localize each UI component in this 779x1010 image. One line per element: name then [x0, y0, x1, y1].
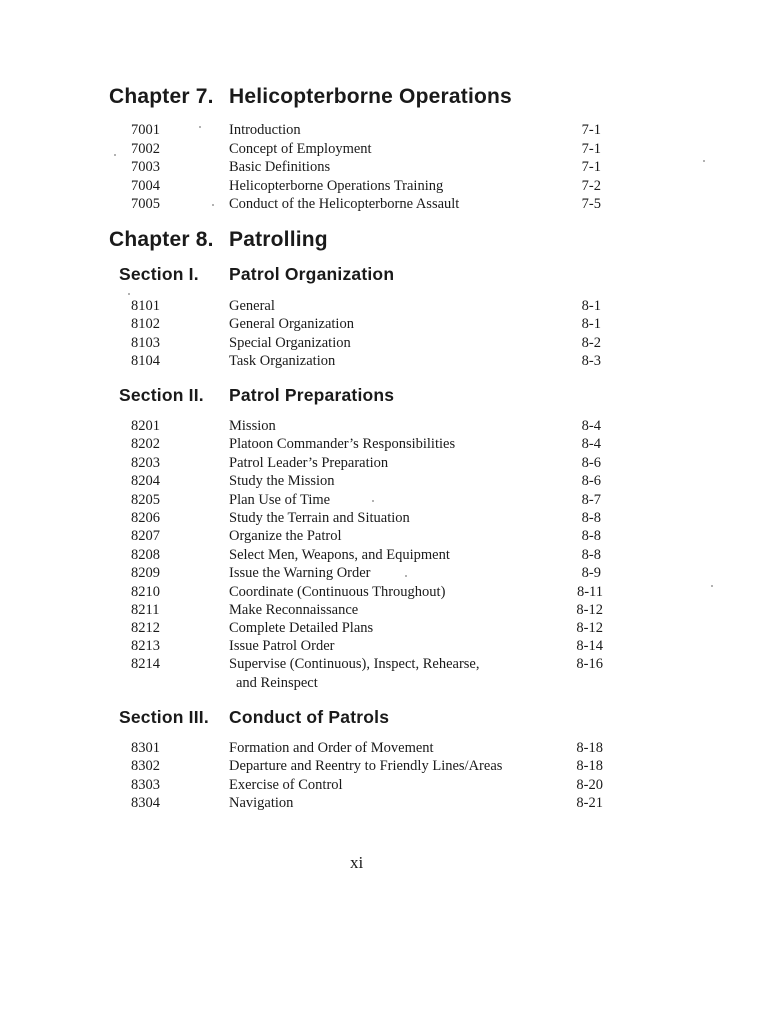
entry-title: Formation and Order of Movement	[229, 740, 434, 756]
paragraph-number: 8209	[131, 565, 160, 581]
toc-entry	[0, 315, 779, 334]
section-1-label: Section I.	[119, 264, 199, 284]
page-reference: 8-6	[581, 473, 601, 489]
paragraph-number: 8204	[131, 473, 160, 489]
toc-entry	[0, 794, 779, 813]
page-reference: 8-11	[576, 584, 603, 600]
toc-entry	[0, 564, 779, 583]
entry-title: Select Men, Weapons, and Equipment	[229, 547, 450, 563]
entry-title: Task Organization	[229, 353, 336, 369]
page-reference: 7-1	[581, 159, 601, 175]
paragraph-number: 8303	[131, 777, 160, 793]
toc-entry	[0, 546, 779, 565]
toc-entry	[0, 776, 779, 795]
page-reference: 8-12	[576, 620, 603, 636]
paragraph-number: 8202	[131, 436, 160, 452]
entry-title: Issue Patrol Order	[229, 638, 335, 654]
scan-speck	[114, 154, 116, 156]
paragraph-number: 8208	[131, 547, 160, 563]
page-reference: 8-4	[581, 436, 601, 452]
paragraph-number: 8301	[131, 740, 160, 756]
paragraph-number: 8302	[131, 758, 160, 774]
toc-entry	[0, 195, 779, 214]
entry-title: Study the Terrain and Situation	[229, 510, 410, 526]
toc-entry	[0, 435, 779, 454]
page-reference: 8-4	[581, 418, 601, 434]
paragraph-number: 7003	[131, 159, 160, 175]
page-reference: 8-18	[576, 758, 603, 774]
entry-title-line-1: Supervise (Continuous), Inspect, Rehearse,	[229, 656, 480, 672]
chapter-7-label: Chapter 7.	[109, 85, 214, 108]
scan-speck	[212, 204, 214, 206]
paragraph-number: 8206	[131, 510, 160, 526]
section-2-label: Section II.	[119, 385, 204, 405]
paragraph-number: 7001	[131, 122, 160, 138]
entry-title: Issue the Warning Order	[229, 565, 371, 581]
paragraph-number: 8102	[131, 316, 160, 332]
page-reference: 8-7	[581, 492, 601, 508]
toc-entry	[0, 177, 779, 196]
section-1-title: Patrol Organization	[229, 264, 395, 284]
entry-title: Platoon Commander’s Responsibilities	[229, 436, 456, 452]
toc-entry	[0, 739, 779, 758]
entry-title: General	[229, 298, 275, 314]
paragraph-number: 8103	[131, 335, 160, 351]
entry-title: General Organization	[229, 316, 354, 332]
scan-speck	[128, 293, 130, 295]
toc-entry	[0, 140, 779, 159]
toc-entry	[0, 297, 779, 316]
paragraph-number: 8212	[131, 620, 160, 636]
entry-title: Special Organization	[229, 335, 351, 351]
page-reference: 8-8	[581, 510, 601, 526]
paragraph-number: 8205	[131, 492, 160, 508]
toc-entry	[0, 527, 779, 546]
entry-title-line-2: and Reinspect	[236, 675, 318, 691]
chapter-8-label: Chapter 8.	[109, 228, 214, 251]
entry-title: Organize the Patrol	[229, 528, 342, 544]
section-2-title: Patrol Preparations	[229, 385, 395, 405]
page-reference: 7-1	[581, 122, 601, 138]
paragraph-number: 7004	[131, 178, 160, 194]
section-3-title: Conduct of Patrols	[229, 707, 390, 727]
toc-entry	[0, 619, 779, 638]
paragraph-number: 8304	[131, 795, 160, 811]
paragraph-number: 7005	[131, 196, 160, 212]
page-reference: 8-1	[581, 316, 601, 332]
page-reference: 8-20	[576, 777, 603, 793]
toc-entry	[0, 601, 779, 620]
toc-entry	[0, 417, 779, 436]
page-reference: 8-3	[581, 353, 601, 369]
page-reference: 8-9	[581, 565, 601, 581]
entry-title: Coordinate (Continuous Throughout)	[229, 584, 446, 600]
paragraph-number: 8104	[131, 353, 160, 369]
page-reference: 8-14	[576, 638, 603, 654]
scan-speck	[405, 575, 407, 577]
entry-title: Make Reconnaissance	[229, 602, 359, 618]
entry-title: Mission	[229, 418, 276, 434]
page-reference: 8-6	[581, 455, 601, 471]
section-3-label: Section III.	[119, 707, 209, 727]
entry-title: Plan Use of Time	[229, 492, 331, 508]
toc-entry	[0, 757, 779, 776]
toc-entry	[0, 158, 779, 177]
scan-speck	[711, 585, 713, 587]
entry-title: Basic Definitions	[229, 159, 331, 175]
entry-title: Exercise of Control	[229, 777, 343, 793]
scan-speck	[199, 126, 201, 128]
toc-entry	[0, 472, 779, 491]
paragraph-number: 8207	[131, 528, 160, 544]
entry-title: Conduct of the Helicopterborne Assault	[229, 196, 460, 212]
entry-title: Helicopterborne Operations Training	[229, 178, 444, 194]
entry-title: Complete Detailed Plans	[229, 620, 374, 636]
scan-speck	[372, 500, 374, 502]
page-reference: 8-12	[576, 602, 603, 618]
page-reference: 7-5	[581, 196, 601, 212]
page-reference: 8-16	[576, 656, 603, 672]
entry-title: Concept of Employment	[229, 141, 372, 157]
paragraph-number: 7002	[131, 141, 160, 157]
paragraph-number: 8203	[131, 455, 160, 471]
paragraph-number: 8214	[131, 656, 160, 672]
page-reference: 8-8	[581, 528, 601, 544]
paragraph-number: 8210	[131, 584, 160, 600]
entry-title: Introduction	[229, 122, 301, 138]
toc-entry	[0, 637, 779, 656]
chapter-8-title: Patrolling	[229, 228, 328, 251]
toc-entry	[0, 655, 779, 693]
entry-title: Navigation	[229, 795, 294, 811]
entry-title: Study the Mission	[229, 473, 335, 489]
toc-entry	[0, 509, 779, 528]
entry-title: Patrol Leader’s Preparation	[229, 455, 389, 471]
chapter-7-title: Helicopterborne Operations	[229, 85, 512, 108]
paragraph-number: 8201	[131, 418, 160, 434]
page-reference: 8-21	[576, 795, 603, 811]
scan-speck	[703, 160, 705, 162]
page-reference: 8-18	[576, 740, 603, 756]
toc-entry	[0, 454, 779, 473]
toc-entry	[0, 491, 779, 510]
page-reference: 7-2	[581, 178, 601, 194]
paragraph-number: 8211	[131, 602, 160, 618]
entry-title	[229, 655, 559, 693]
page-number: xi	[350, 853, 364, 872]
paragraph-number: 8101	[131, 298, 160, 314]
page-reference: 8-1	[581, 298, 601, 314]
page-reference: 8-2	[581, 335, 601, 351]
toc-entry	[0, 121, 779, 140]
page-reference: 7-1	[581, 141, 601, 157]
page-reference: 8-8	[581, 547, 601, 563]
entry-title: Departure and Reentry to Friendly Lines/Areas	[229, 758, 503, 774]
paragraph-number: 8213	[131, 638, 160, 654]
toc-entry	[0, 352, 779, 371]
toc-entry	[0, 334, 779, 353]
toc-entry	[0, 583, 779, 602]
